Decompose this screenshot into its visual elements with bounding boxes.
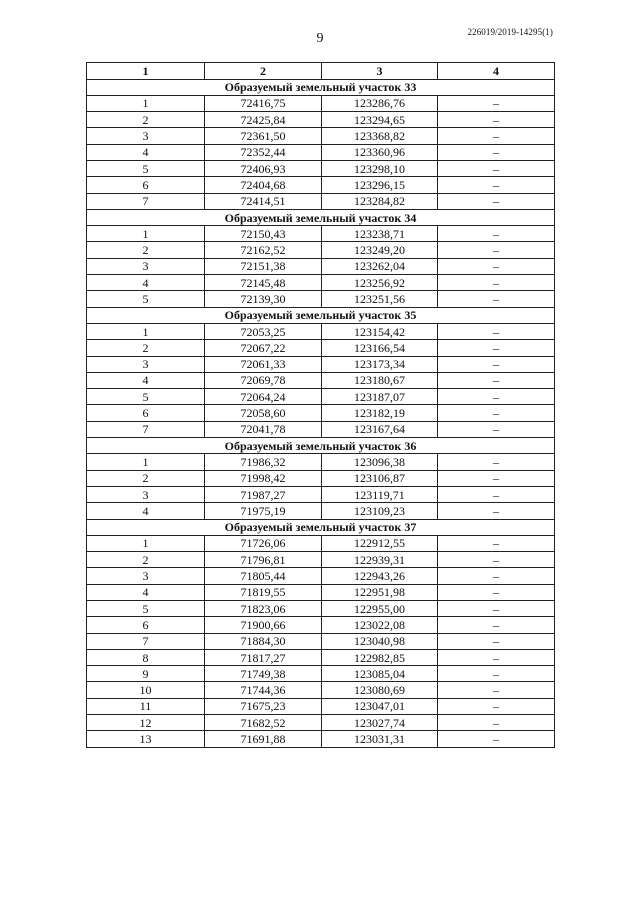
document-code: 226019/2019-14295(1)	[467, 27, 553, 37]
section-header-row	[87, 438, 555, 454]
point-number-cell: 4	[87, 584, 205, 600]
point-number-cell: 5	[87, 291, 205, 307]
x-coordinate-cell: 71796,81	[205, 552, 322, 568]
point-number-cell: 5	[87, 160, 205, 176]
point-number-cell: 1	[87, 226, 205, 242]
column-4-cell: –	[438, 112, 555, 128]
column-4-cell: –	[438, 128, 555, 144]
x-coordinate-cell: 71691,88	[205, 731, 322, 747]
point-number-cell: 1	[87, 454, 205, 470]
y-coordinate-cell: 123296,15	[322, 177, 438, 193]
column-4-cell: –	[438, 160, 555, 176]
section-header-row	[87, 307, 555, 323]
point-number-cell: 3	[87, 568, 205, 584]
table-header	[87, 63, 555, 80]
y-coordinate-cell: 123238,71	[322, 226, 438, 242]
x-coordinate-cell: 71900,66	[205, 617, 322, 633]
point-number-cell: 3	[87, 486, 205, 502]
column-4-cell: –	[438, 698, 555, 714]
column-4-cell: –	[438, 731, 555, 747]
table-row	[87, 226, 555, 242]
x-coordinate-cell: 71884,30	[205, 633, 322, 649]
section-title: Образуемый земельный участок 37	[87, 519, 555, 535]
x-coordinate-cell: 71682,52	[205, 715, 322, 731]
column-4-cell: –	[438, 584, 555, 600]
point-number-cell: 4	[87, 372, 205, 388]
y-coordinate-cell: 122955,00	[322, 601, 438, 617]
coordinates-table	[86, 62, 555, 748]
x-coordinate-cell: 72416,75	[205, 95, 322, 111]
table-row	[87, 715, 555, 731]
point-number-cell: 4	[87, 503, 205, 519]
column-4-cell: –	[438, 649, 555, 665]
column-4-cell: –	[438, 372, 555, 388]
point-number-cell: 3	[87, 128, 205, 144]
table-row	[87, 731, 555, 747]
column-4-cell: –	[438, 242, 555, 258]
table-row	[87, 552, 555, 568]
table-row	[87, 568, 555, 584]
column-4-cell: –	[438, 258, 555, 274]
point-number-cell: 2	[87, 340, 205, 356]
y-coordinate-cell: 123286,76	[322, 95, 438, 111]
x-coordinate-cell: 72041,78	[205, 421, 322, 437]
section-title: Образуемый земельный участок 34	[87, 209, 555, 225]
column-4-cell: –	[438, 291, 555, 307]
table-row	[87, 682, 555, 698]
column-4-cell: –	[438, 226, 555, 242]
x-coordinate-cell: 72067,22	[205, 340, 322, 356]
x-coordinate-cell: 71987,27	[205, 486, 322, 502]
table-row	[87, 112, 555, 128]
table-row	[87, 601, 555, 617]
x-coordinate-cell: 72069,78	[205, 372, 322, 388]
column-4-cell: –	[438, 421, 555, 437]
x-coordinate-cell: 71749,38	[205, 666, 322, 682]
table-row	[87, 193, 555, 209]
table-row	[87, 160, 555, 176]
x-coordinate-cell: 71726,06	[205, 535, 322, 551]
y-coordinate-cell: 123022,08	[322, 617, 438, 633]
table-row	[87, 405, 555, 421]
table-body	[87, 79, 555, 747]
x-coordinate-cell: 72053,25	[205, 323, 322, 339]
column-4-cell: –	[438, 601, 555, 617]
section-header-row	[87, 519, 555, 535]
column-4-cell: –	[438, 193, 555, 209]
section-title: Образуемый земельный участок 35	[87, 307, 555, 323]
column-4-cell: –	[438, 144, 555, 160]
y-coordinate-cell: 123262,04	[322, 258, 438, 274]
y-coordinate-cell: 123187,07	[322, 389, 438, 405]
table-row	[87, 258, 555, 274]
table-row	[87, 535, 555, 551]
y-coordinate-cell: 123080,69	[322, 682, 438, 698]
column-4-cell: –	[438, 552, 555, 568]
point-number-cell: 5	[87, 601, 205, 617]
y-coordinate-cell: 123251,56	[322, 291, 438, 307]
y-coordinate-cell: 123173,34	[322, 356, 438, 372]
column-4-cell: –	[438, 503, 555, 519]
table-row	[87, 421, 555, 437]
column-4-cell: –	[438, 486, 555, 502]
y-coordinate-cell: 123182,19	[322, 405, 438, 421]
x-coordinate-cell: 72151,38	[205, 258, 322, 274]
column-4-cell: –	[438, 568, 555, 584]
y-coordinate-cell: 122912,55	[322, 535, 438, 551]
column-4-cell: –	[438, 323, 555, 339]
x-coordinate-cell: 71817,27	[205, 649, 322, 665]
column-header: 4	[438, 63, 555, 80]
y-coordinate-cell: 123368,82	[322, 128, 438, 144]
point-number-cell: 9	[87, 666, 205, 682]
table-row	[87, 666, 555, 682]
x-coordinate-cell: 71986,32	[205, 454, 322, 470]
table-row	[87, 340, 555, 356]
y-coordinate-cell: 123031,31	[322, 731, 438, 747]
x-coordinate-cell: 72139,30	[205, 291, 322, 307]
y-coordinate-cell: 123096,38	[322, 454, 438, 470]
x-coordinate-cell: 72064,24	[205, 389, 322, 405]
y-coordinate-cell: 123085,04	[322, 666, 438, 682]
y-coordinate-cell: 123360,96	[322, 144, 438, 160]
column-4-cell: –	[438, 682, 555, 698]
section-title: Образуемый земельный участок 36	[87, 438, 555, 454]
table-row	[87, 275, 555, 291]
table-row	[87, 470, 555, 486]
column-4-cell: –	[438, 470, 555, 486]
table-row	[87, 617, 555, 633]
column-header: 3	[322, 63, 438, 80]
column-4-cell: –	[438, 275, 555, 291]
section-header-row	[87, 209, 555, 225]
point-number-cell: 12	[87, 715, 205, 731]
column-4-cell: –	[438, 715, 555, 731]
y-coordinate-cell: 122939,31	[322, 552, 438, 568]
x-coordinate-cell: 71998,42	[205, 470, 322, 486]
table-row	[87, 389, 555, 405]
x-coordinate-cell: 72352,44	[205, 144, 322, 160]
x-coordinate-cell: 72061,33	[205, 356, 322, 372]
y-coordinate-cell: 122951,98	[322, 584, 438, 600]
y-coordinate-cell: 123284,82	[322, 193, 438, 209]
y-coordinate-cell: 123166,54	[322, 340, 438, 356]
section-header-row	[87, 79, 555, 95]
x-coordinate-cell: 71805,44	[205, 568, 322, 584]
table-row	[87, 584, 555, 600]
column-4-cell: –	[438, 535, 555, 551]
x-coordinate-cell: 71975,19	[205, 503, 322, 519]
table-row	[87, 95, 555, 111]
point-number-cell: 4	[87, 144, 205, 160]
column-4-cell: –	[438, 177, 555, 193]
table-row	[87, 633, 555, 649]
y-coordinate-cell: 123249,20	[322, 242, 438, 258]
table-row	[87, 291, 555, 307]
x-coordinate-cell: 72058,60	[205, 405, 322, 421]
y-coordinate-cell: 123106,87	[322, 470, 438, 486]
column-4-cell: –	[438, 95, 555, 111]
y-coordinate-cell: 122943,26	[322, 568, 438, 584]
x-coordinate-cell: 71744,36	[205, 682, 322, 698]
point-number-cell: 2	[87, 552, 205, 568]
column-4-cell: –	[438, 666, 555, 682]
x-coordinate-cell: 72414,51	[205, 193, 322, 209]
x-coordinate-cell: 71823,06	[205, 601, 322, 617]
x-coordinate-cell: 72150,43	[205, 226, 322, 242]
point-number-cell: 13	[87, 731, 205, 747]
y-coordinate-cell: 123047,01	[322, 698, 438, 714]
x-coordinate-cell: 71819,55	[205, 584, 322, 600]
y-coordinate-cell: 123298,10	[322, 160, 438, 176]
y-coordinate-cell: 122982,85	[322, 649, 438, 665]
point-number-cell: 1	[87, 95, 205, 111]
column-4-cell: –	[438, 405, 555, 421]
table-row	[87, 698, 555, 714]
section-title: Образуемый земельный участок 33	[87, 79, 555, 95]
table-row	[87, 323, 555, 339]
point-number-cell: 1	[87, 323, 205, 339]
column-4-cell: –	[438, 340, 555, 356]
point-number-cell: 10	[87, 682, 205, 698]
column-4-cell: –	[438, 633, 555, 649]
point-number-cell: 3	[87, 356, 205, 372]
point-number-cell: 7	[87, 421, 205, 437]
column-header: 1	[87, 63, 205, 80]
point-number-cell: 4	[87, 275, 205, 291]
table-row	[87, 242, 555, 258]
column-4-cell: –	[438, 454, 555, 470]
x-coordinate-cell: 72145,48	[205, 275, 322, 291]
y-coordinate-cell: 123180,67	[322, 372, 438, 388]
point-number-cell: 7	[87, 193, 205, 209]
column-4-cell: –	[438, 617, 555, 633]
y-coordinate-cell: 123027,74	[322, 715, 438, 731]
point-number-cell: 6	[87, 405, 205, 421]
y-coordinate-cell: 123109,23	[322, 503, 438, 519]
point-number-cell: 2	[87, 112, 205, 128]
table-row	[87, 128, 555, 144]
x-coordinate-cell: 72425,84	[205, 112, 322, 128]
x-coordinate-cell: 72162,52	[205, 242, 322, 258]
table-row	[87, 649, 555, 665]
point-number-cell: 6	[87, 617, 205, 633]
point-number-cell: 2	[87, 470, 205, 486]
column-4-cell: –	[438, 389, 555, 405]
column-header: 2	[205, 63, 322, 80]
table-row	[87, 454, 555, 470]
y-coordinate-cell: 123154,42	[322, 323, 438, 339]
y-coordinate-cell: 123040,98	[322, 633, 438, 649]
table-row	[87, 177, 555, 193]
point-number-cell: 3	[87, 258, 205, 274]
y-coordinate-cell: 123294,65	[322, 112, 438, 128]
point-number-cell: 7	[87, 633, 205, 649]
table-row	[87, 372, 555, 388]
table-row	[87, 144, 555, 160]
page-number: 9	[316, 31, 324, 46]
point-number-cell: 8	[87, 649, 205, 665]
header-row	[87, 63, 555, 80]
x-coordinate-cell: 72406,93	[205, 160, 322, 176]
y-coordinate-cell: 123256,92	[322, 275, 438, 291]
point-number-cell: 5	[87, 389, 205, 405]
table-row	[87, 356, 555, 372]
point-number-cell: 1	[87, 535, 205, 551]
table-row	[87, 503, 555, 519]
point-number-cell: 2	[87, 242, 205, 258]
point-number-cell: 6	[87, 177, 205, 193]
y-coordinate-cell: 123167,64	[322, 421, 438, 437]
x-coordinate-cell: 72404,68	[205, 177, 322, 193]
point-number-cell: 11	[87, 698, 205, 714]
x-coordinate-cell: 72361,50	[205, 128, 322, 144]
x-coordinate-cell: 71675,23	[205, 698, 322, 714]
column-4-cell: –	[438, 356, 555, 372]
table-row	[87, 486, 555, 502]
y-coordinate-cell: 123119,71	[322, 486, 438, 502]
